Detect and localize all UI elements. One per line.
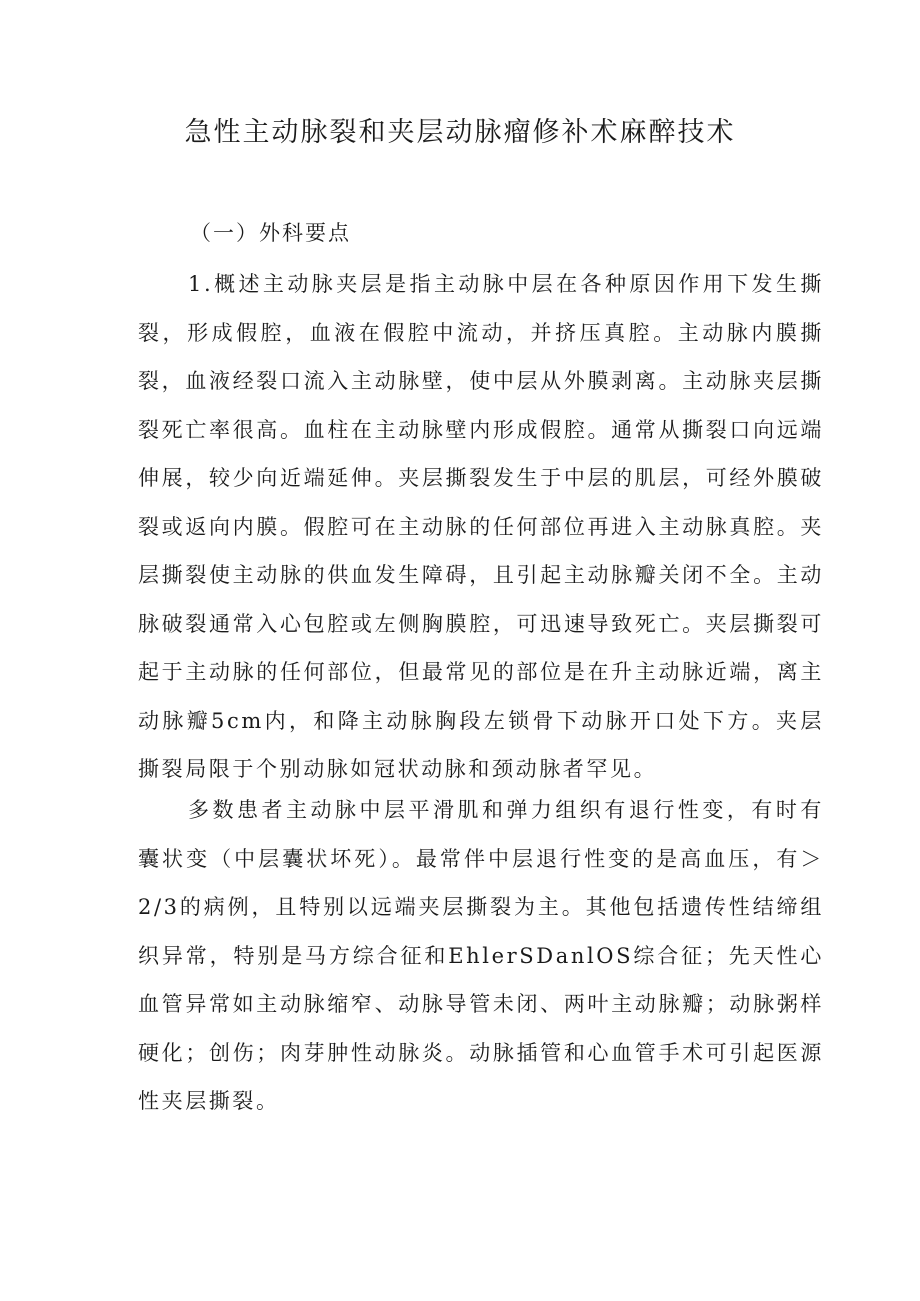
section-heading: （一）外科要点: [190, 221, 351, 245]
document-title: 急性主动脉裂和夹层动脉瘤修补术麻醉技术: [184, 117, 736, 148]
paragraph-overview: 1.概述主动脉夹层是指主动脉中层在各种原因作用下发生撕裂，形成假腔，血液在假腔中流动，并挤压真腔。主动脉内膜撕裂，血液经裂口流入主动脉壁，使中层从外膜剥离。主动脉夹层撕裂死亡率很高。血柱在主动脉壁内形成假腔。通常从撕裂口向远端伸展，较少向近端延伸。夹层撕裂发生于中层的肌层，可经外膜破裂或返向内膜。假腔可在主动脉的任何部位再进入主动脉真腔。夹层撕裂使主动脉的供血发生障碍，且引起主动脉瓣关闭不全。主动脉破裂通常入心包腔或左侧胸膜腔，可迅速导致死亡。夹层撕裂可起于主动脉的任何部位，但最常见的部位是在升主动脉近端，离主动脉瓣5cm内，和降主动脉胸段左锁骨下动脉开口处下方。夹层撕裂局限于个别动脉如冠状动脉和颈动脉者罕见。: [138, 272, 824, 781]
paragraph-etiology: 多数患者主动脉中层平滑肌和弹力组织有退行性变，有时有囊状变（中层囊状坏死）。最常伴中层退行性变的是高血压，有＞2/3的病例，且特别以远端夹层撕裂为主。其他包括遗传性结缔组织异常，特别是马方综合征和EhlerSDanlOS综合征；先天性心血管异常如主动脉缩窄、动脉导管未闭、两叶主动脉瓣；动脉粥样硬化；创伤；肉芽肿性动脉炎。动脉插管和心血管手术可引起医源性夹层撕裂。: [138, 798, 824, 1113]
